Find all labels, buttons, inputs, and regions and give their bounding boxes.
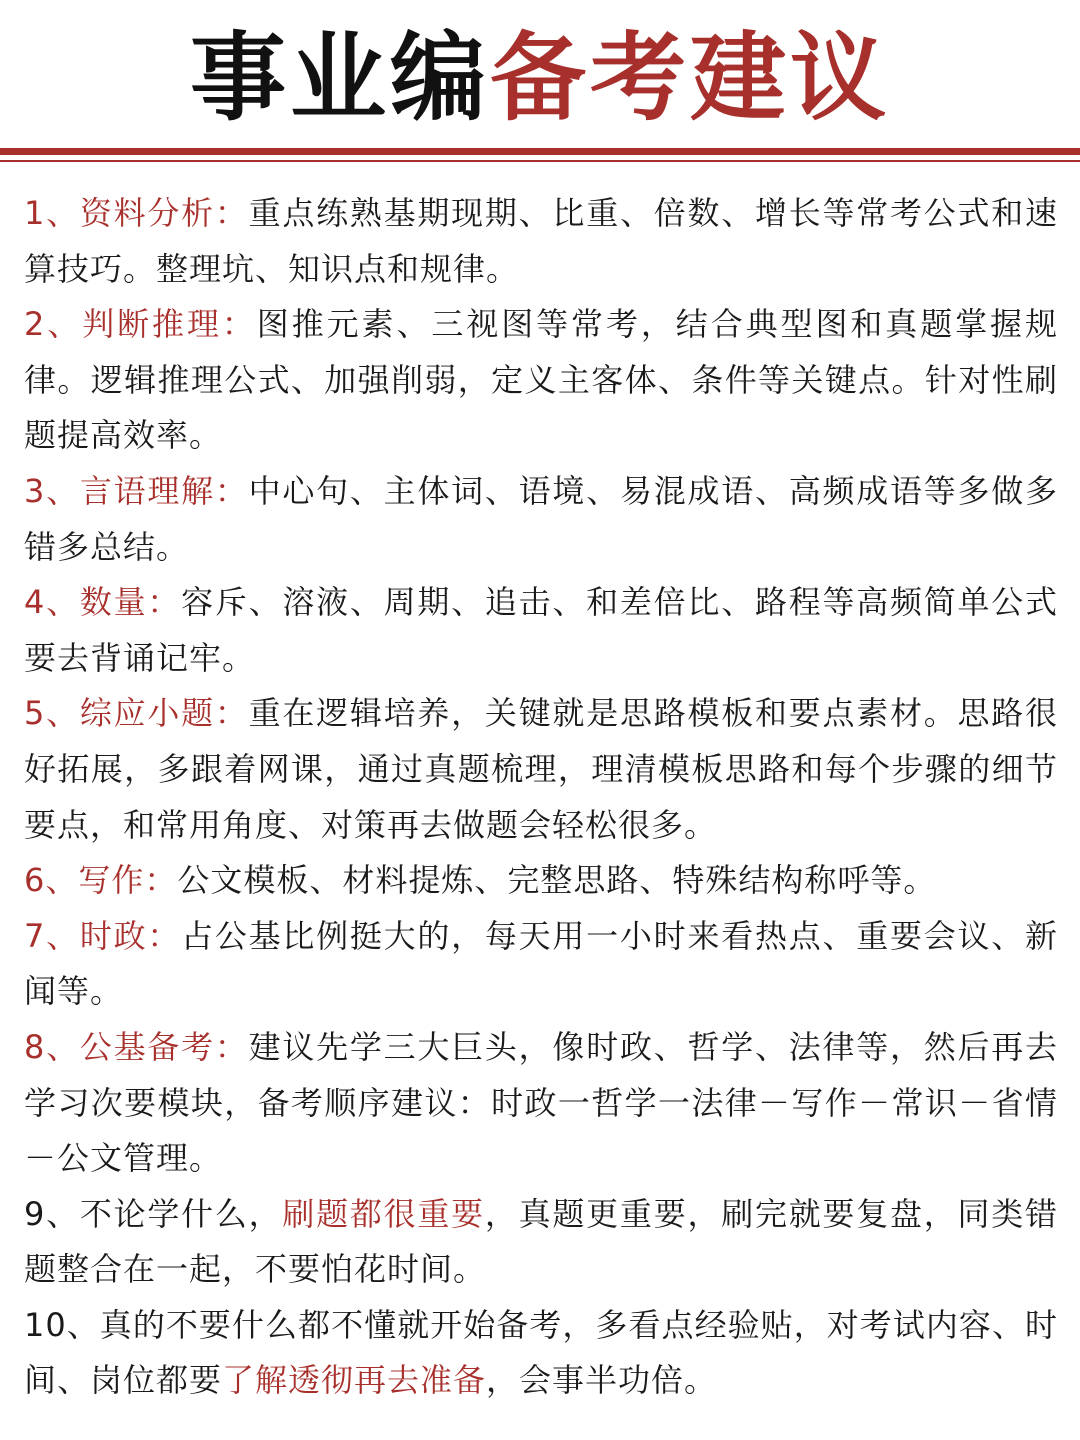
advice-list [24, 186, 1058, 1409]
title-divider-thin [0, 160, 1080, 162]
advice-text: 重点练熟基期现期、比重、倍数、增长等常考公式和速算技巧。整理坑、知识点和规律。 [24, 194, 1058, 288]
advice-text: 容斥、溶液、周期、追击、和差倍比、路程等高频简单公式要去背诵记牢。 [24, 583, 1058, 677]
advice-number: 8、 [24, 1027, 80, 1066]
page-title [0, 18, 1080, 138]
advice-text: 公文模板、材料提炼、完整思路、特殊结构称呼等。 [177, 861, 937, 900]
advice-label: 判断推理： [82, 305, 257, 344]
advice-label: 公基备考： [79, 1027, 249, 1066]
advice-item-8 [24, 1020, 1058, 1187]
advice-label: 数量： [79, 583, 182, 622]
advice-label: 资料分析： [79, 194, 249, 232]
advice-number: 1、 [24, 194, 80, 232]
advice-item-4 [24, 575, 1058, 686]
advice-text: 图推元素、三视图等常考，结合典型图和真题掌握规律。逻辑推理公式、加强削弱，定义主客体、条件等关键点。针对性刷题提高效率。 [24, 305, 1058, 455]
advice-label: 写作： [78, 861, 178, 900]
advice-text: 占公基比例挺大的，每天用一小时来看热点、重要会议、新闻等。 [24, 916, 1058, 1011]
advice-number: 5、 [24, 694, 80, 733]
advice-label: 综应小题： [79, 694, 249, 733]
advice-text: ，真题更重要，刷完就要复盘，同类错题整合在一起，不要怕花时间。 [24, 1194, 1058, 1289]
advice-item-3 [24, 464, 1058, 575]
title-part-red: 备考建议 [490, 22, 890, 134]
advice-item-1 [24, 186, 1058, 297]
advice-number: 3、 [24, 471, 80, 510]
advice-text: ，会事半功倍。 [486, 1361, 718, 1400]
title-part-black: 事业编 [190, 22, 490, 134]
advice-number: 7、 [24, 916, 80, 955]
advice-text: 9、不论学什么， [24, 1194, 283, 1233]
advice-text: 10、真的不要什么都不懂就开始备考，多看点经验贴，对考试内容、时间、岗位都要 [24, 1305, 1058, 1400]
advice-highlight: 刷题都很重要 [282, 1194, 485, 1233]
advice-item-5 [24, 686, 1058, 853]
advice-number: 6、 [24, 861, 79, 900]
advice-item-10 [24, 1298, 1058, 1409]
advice-item-9 [24, 1187, 1058, 1298]
advice-text: 建议先学三大巨头，像时政、哲学、法律等，然后再去学习次要模块，备考顺序建议：时政一哲学一法律－写作－常识－省情－公文管理。 [24, 1027, 1058, 1178]
advice-item-7 [24, 909, 1058, 1020]
title-divider-thick [0, 148, 1080, 155]
advice-text: 重在逻辑培养，关键就是思路模板和要点素材。思路很好拓展，多跟着网课，通过真题梳理，理清模板思路和每个步骤的细节要点，和常用角度、对策再去做题会轻松很多。 [24, 694, 1058, 844]
advice-label: 时政： [79, 916, 182, 955]
advice-number: 4、 [24, 583, 80, 622]
advice-item-6 [24, 853, 1058, 909]
advice-label: 言语理解： [79, 471, 249, 510]
advice-number: 2、 [24, 305, 83, 344]
advice-text: 中心句、主体词、语境、易混成语、高频成语等多做多错多总结。 [24, 471, 1058, 566]
advice-highlight: 了解透彻再去准备 [222, 1361, 487, 1400]
advice-item-2 [24, 297, 1058, 464]
